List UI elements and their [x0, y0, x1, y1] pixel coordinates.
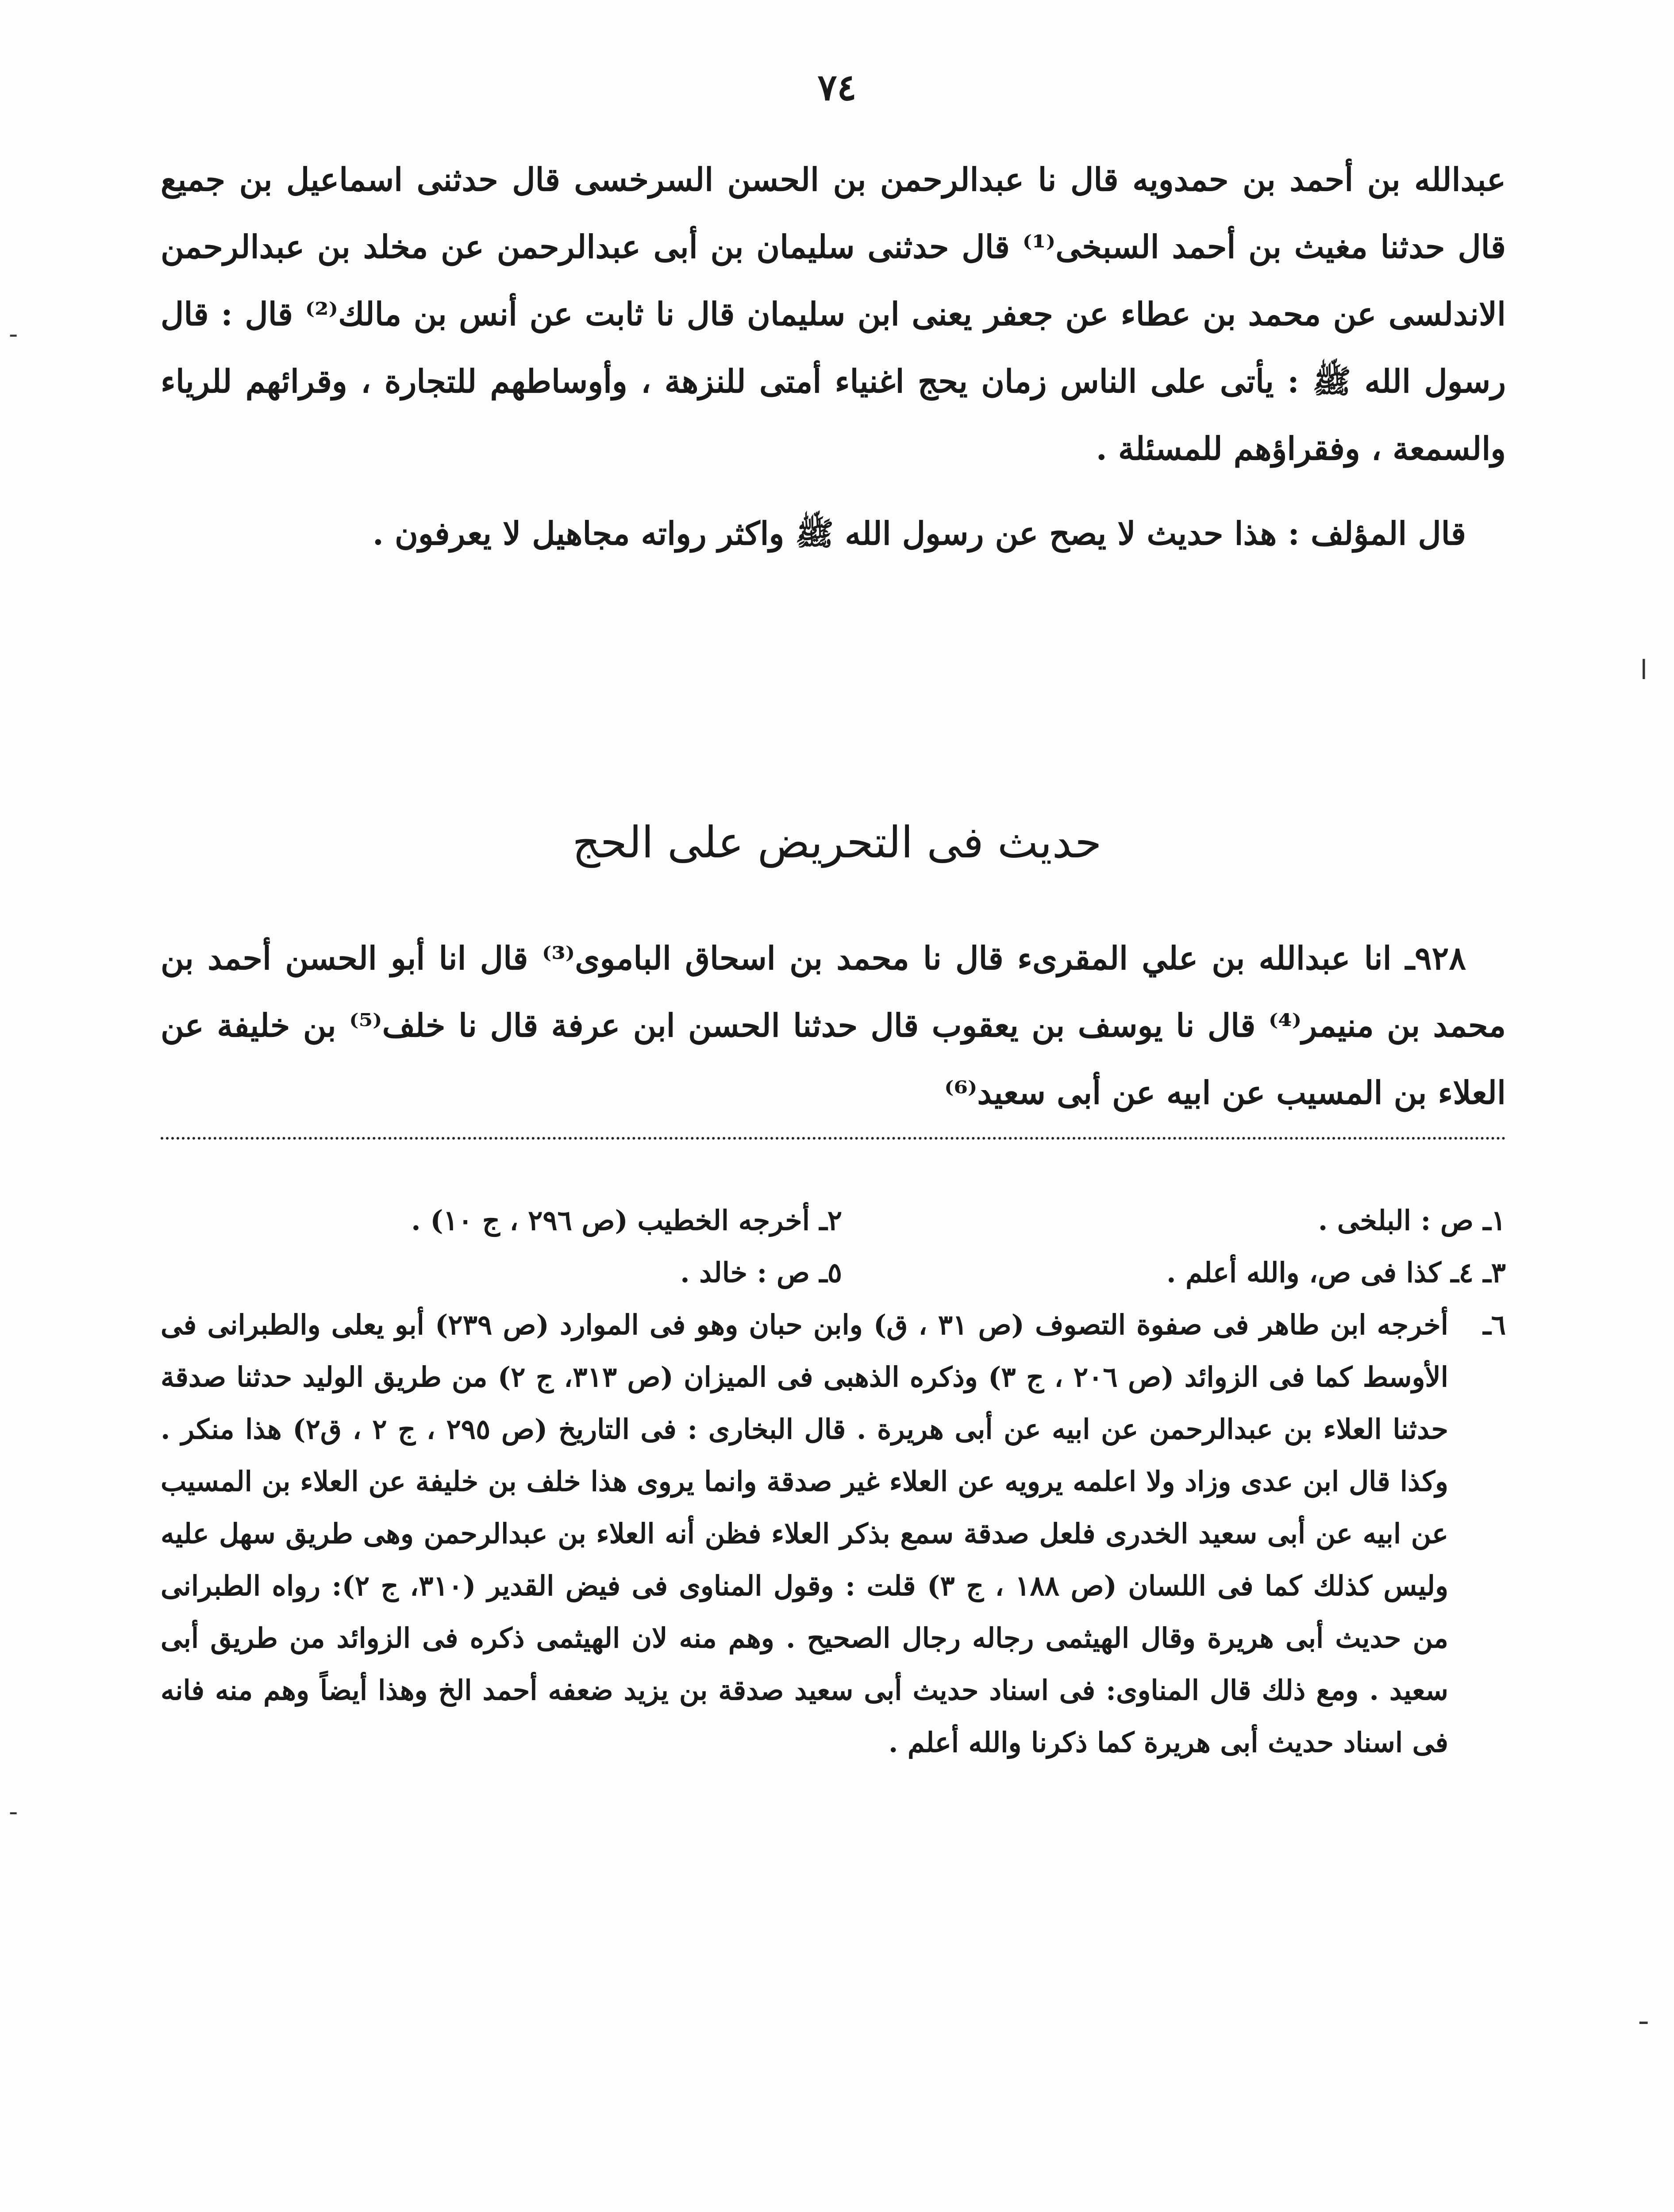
hadith-continuation-paragraph: عبدالله بن أحمد بن حمدويه قال نا عبدالرحمن بن الحسن السرخسى قال حدثنى اسماعيل بن جميع قال حدثنا مغيث بن أحمد السبخى⁽¹⁾ قال حدثنى سليمان بن أبى عبدالرحمن عن مخلد بن عبدالرحمن الاندلسى عن محمد بن عطاء عن جعفر يعنى ابن سليمان قال نا ثابت عن أنس بن مالك⁽²⁾ قال : قال رسول الله ﷺ : يأتى على الناس زمان يحج اغنياء أمتى للنزهة ، وأوساطهم للتجارة ، وقرائهم للرياء والسمعة ، وفقراؤهم للمسئلة .: [161, 161, 1506, 467]
footnotes: [161, 1194, 1506, 1769]
margin-mark: ا: [1640, 655, 1647, 686]
hadith-928: [161, 925, 1506, 1126]
footnote-2: ٢ـ أخرجه الخطيب (ص ٢٩٦ ، ج ١٠) .: [411, 1204, 842, 1237]
footnote-separator: [161, 1137, 1506, 1140]
footnote-6-number: ٦ـ: [1483, 1309, 1506, 1341]
margin-mark: -: [9, 319, 18, 349]
margin-mark: -: [9, 1796, 18, 1827]
footnote-row-2: [161, 1247, 1506, 1299]
footnote-1: ١ـ ص : البلخى .: [1318, 1204, 1506, 1237]
footnote-row-1: [161, 1194, 1506, 1247]
footnote-3-4: ٣ـ ٤ـ كذا فى ص، والله أعلم .: [1166, 1256, 1506, 1289]
margin-mark: ـ: [1639, 2000, 1647, 2031]
footnote-5: ٥ـ ص : خالد .: [680, 1256, 842, 1289]
author-comment-paragraph: قال المؤلف : هذا حديث لا يصح عن رسول الله ﷺ واكثر رواته مجاهيل لا يعرفون .: [372, 515, 1466, 552]
footnote-6: [161, 1299, 1506, 1769]
body-text: [161, 146, 1506, 567]
page-number: ٧٤: [817, 66, 857, 109]
section-heading: حديث فى التحريض على الحج: [572, 818, 1102, 868]
footnote-6-text: أخرجه ابن طاهر فى صفوة التصوف (ص ٣١ ، ق) وابن حبان وهو فى الموارد (ص ٢٣٩) أبو يعلى والطبرانى فى الأوسط كما فى الزوائد (ص ٢٠٦ ، ج ٣) وذكره الذهبى فى الميزان (ص ٣١٣، ج ٢) من طريق الوليد حدثنا صدقة حدثنا العلاء بن عبدالرحمن عن ابيه عن أبى هريرة . قال البخارى : فى التاريخ (ص ٢٩٥ ، ج ٢ ، ق٢) هذا منكر . وكذا قال ابن عدى وزاد ولا اعلمه يرويه عن العلاء غير صدقة وانما يروى هذا خلف بن خليفة عن العلاء بن المسيب عن ابيه عن أبى سعيد الخدرى فلعل صدقة سمع بذكر العلاء فظن أنه العلاء بن عبدالرحمن وهى طريق سهل عليه وليس كذلك كما فى اللسان (ص ١٨٨ ، ج ٣) قلت : وقول المناوى فى فيض القدير (٣١٠، ج ٢): رواه الطبرانى من حديث أبى هريرة وقال الهيثمى رجاله رجال الصحيح . وهم منه لان الهيثمى ذكره فى الزوائد من طريق أبى سعيد . ومع ذلك قال المناوى: فى اسناد حديث أبى سعيد صدقة بن يزيد ضعفه أحمد الخ وهذا أيضاً وهم منه فانه فى اسناد حديث أبى هريرة كما ذكرنا والله أعلم .: [161, 1309, 1449, 1759]
hadith-928-text: ٩٢٨ـ انا عبدالله بن علي المقرىء قال نا محمد بن اسحاق الباموى⁽³⁾ قال انا أبو الحسن أحمد بن محمد بن منيمر⁽⁴⁾ قال نا يوسف بن يعقوب قال حدثنا الحسن ابن عرفة قال نا خلف⁽⁵⁾ بن خليفة عن العلاء بن المسيب عن ابيه عن أبى سعيد⁽⁶⁾: [161, 939, 1506, 1111]
